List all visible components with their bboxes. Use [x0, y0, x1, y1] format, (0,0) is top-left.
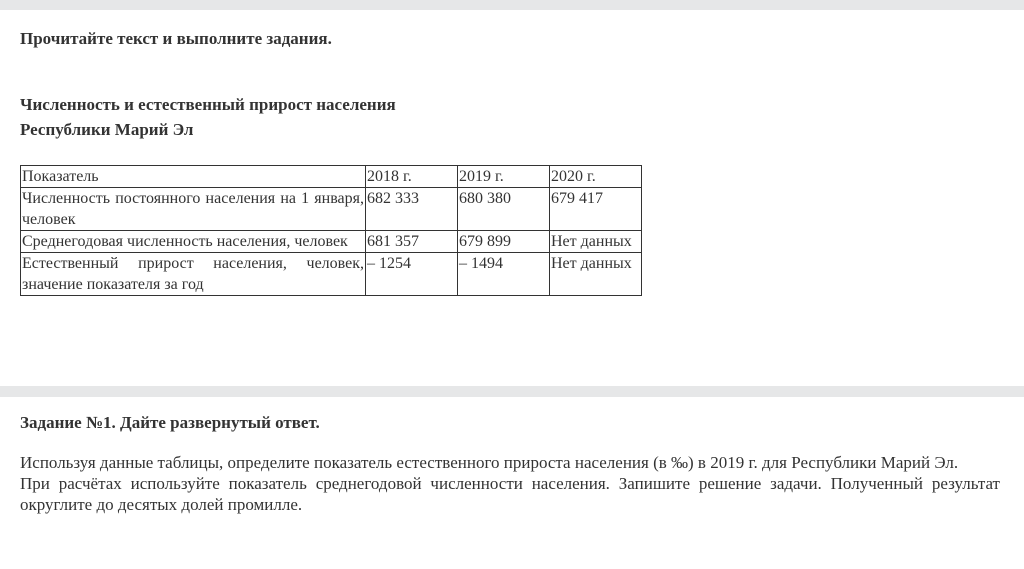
- table-title-line2: Республики Марий Эл: [20, 120, 194, 139]
- task-text: [20, 452, 1000, 515]
- task-title: Задание №1. Дайте развернутый ответ.: [20, 413, 320, 432]
- cell-2019: 679 899: [458, 231, 550, 253]
- cell-2018: 682 333: [366, 188, 458, 231]
- table-header-row: [21, 166, 642, 188]
- cell-2020: 679 417: [550, 188, 642, 231]
- task-card: [0, 397, 1024, 569]
- row-label: Среднегодовая численность населения, человек: [21, 231, 366, 253]
- population-table: [20, 165, 642, 296]
- header-cell-2019: 2019 г.: [458, 166, 550, 188]
- cell-2018: – 1254: [366, 253, 458, 296]
- text-card: [0, 10, 1024, 386]
- section-divider: [0, 386, 1024, 397]
- cell-2019: 680 380: [458, 188, 550, 231]
- cell-2019: – 1494: [458, 253, 550, 296]
- row-label: Численность постоянного населения на 1 января, человек: [21, 188, 366, 231]
- header-cell-2020: 2020 г.: [550, 166, 642, 188]
- header-cell-2018: 2018 г.: [366, 166, 458, 188]
- header-cell-indicator: Показатель: [21, 166, 366, 188]
- table-row: [21, 231, 642, 253]
- task-paragraph-2: При расчётах используйте показатель среднегодовой численности населения. Запишите решение задачи. Полученный результат округлите до десятых долей промилле.: [20, 474, 1000, 514]
- cell-2020: Нет данных: [550, 253, 642, 296]
- table-row: [21, 188, 642, 231]
- row-label: Естественный прирост населения, человек, значение показателя за год: [21, 253, 366, 296]
- task-paragraph-1: Используя данные таблицы, определите показатель естественного прироста населения (в ‰) в 2019 г. для Республики Марий Эл.: [20, 453, 959, 472]
- cell-2018: 681 357: [366, 231, 458, 253]
- table-title: [20, 92, 396, 142]
- table-row: [21, 253, 642, 296]
- cell-2020: Нет данных: [550, 231, 642, 253]
- top-strip: [0, 0, 1024, 10]
- instruction-text: Прочитайте текст и выполните задания.: [20, 29, 332, 48]
- table-title-line1: Численность и естественный прирост населения: [20, 95, 396, 114]
